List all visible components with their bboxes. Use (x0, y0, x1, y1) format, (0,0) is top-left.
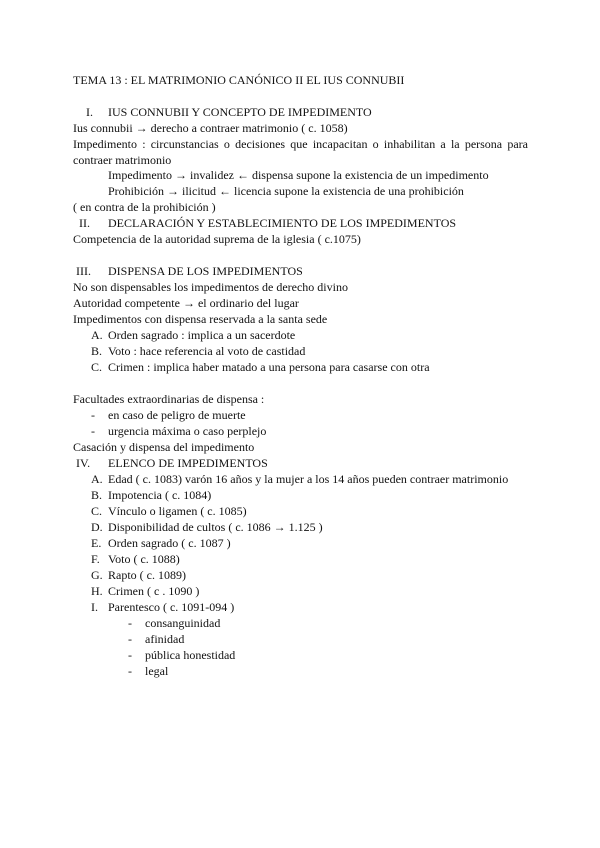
list-item: urgencia máxima o caso perplejo (108, 424, 267, 438)
section-1-number: I. (86, 105, 93, 119)
ius-connubii-line: Ius connubii → derecho a contraer matrimonio ( c. 1058) (73, 121, 348, 135)
facultades-heading: Facultades extraordinarias de dispensa : (73, 392, 265, 406)
dash-marker: - (128, 648, 132, 662)
list-item-marker: A. (91, 472, 103, 486)
list-item: consanguinidad (145, 616, 221, 630)
list-item: Vínculo o ligamen ( c. 1085) (108, 504, 247, 518)
list-item-marker: C. (91, 504, 103, 518)
section-2-number: II. (79, 216, 90, 230)
list-item: Disponibilidad de cultos ( c. 1086 → 1.125 ) (108, 520, 323, 534)
list-item: Impotencia ( c. 1084) (108, 488, 212, 502)
list-item: Crimen : implica haber matado a una persona para casarse con otra (108, 360, 430, 374)
section-4-heading: ELENCO DE IMPEDIMENTOS (108, 456, 268, 470)
impedimento-definition-line: Impedimento : circunstancias o decisiones que incapacitan o inhabilitan a la persona para (73, 137, 528, 151)
list-item-marker: G. (91, 568, 103, 582)
section-3-number: III. (76, 264, 91, 278)
list-item-marker: D. (91, 520, 103, 534)
section-1-heading: IUS CONNUBII Y CONCEPTO DE IMPEDIMENTO (108, 105, 372, 119)
dash-marker: - (128, 632, 132, 646)
document-title: TEMA 13 : EL MATRIMONIO CANÓNICO II EL IUS CONNUBII (73, 73, 405, 87)
contra-prohibicion-line: ( en contra de la prohibición ) (73, 200, 216, 214)
competencia-line: Competencia de la autoridad suprema de la iglesia ( c.1075) (73, 232, 361, 246)
list-item-marker: B. (91, 488, 103, 502)
section-3-heading: DISPENSA DE LOS IMPEDIMENTOS (108, 264, 303, 278)
dash-marker: - (91, 424, 95, 438)
list-item-marker: C. (91, 360, 103, 374)
autoridad-competente-line: Autoridad competente → el ordinario del lugar (73, 296, 299, 310)
list-item: Parentesco ( c. 1091-094 ) (108, 600, 235, 614)
list-item-marker: I. (91, 600, 98, 614)
list-item-marker: H. (91, 584, 103, 598)
list-item: Voto ( c. 1088) (108, 552, 180, 566)
impedimento-definition-continuation: contraer matrimonio (73, 153, 172, 167)
list-item: Orden sagrado ( c. 1087 ) (108, 536, 231, 550)
list-item: Voto : hace referencia al voto de castidad (108, 344, 306, 358)
casacion-line: Casación y dispensa del impedimento (73, 440, 255, 454)
list-item: en caso de peligro de muerte (108, 408, 246, 422)
section-4-number: IV. (76, 456, 91, 470)
prohibicion-ilicitud-line: Prohibición → ilicitud ← licencia supone la existencia de una prohibición (108, 184, 464, 198)
list-item: Crimen ( c . 1090 ) (108, 584, 200, 598)
list-item-marker: E. (91, 536, 102, 550)
list-item-marker: F. (91, 552, 100, 566)
list-item: afinidad (145, 632, 185, 646)
list-item-marker: A. (91, 328, 103, 342)
dash-marker: - (128, 664, 132, 678)
list-item-marker: B. (91, 344, 103, 358)
dash-marker: - (128, 616, 132, 630)
no-dispensables-line: No son dispensables los impedimentos de derecho divino (73, 280, 348, 294)
impedimento-invalidez-line: Impedimento → invalidez ← dispensa supone la existencia de un impedimento (108, 168, 489, 182)
dispensa-reservada-line: Impedimentos con dispensa reservada a la santa sede (73, 312, 328, 326)
list-item: Orden sagrado : implica a un sacerdote (108, 328, 296, 342)
list-item: legal (145, 664, 169, 678)
list-item: Rapto ( c. 1089) (108, 568, 186, 582)
list-item: pública honestidad (145, 648, 236, 662)
section-2-heading: DECLARACIÓN Y ESTABLECIMIENTO DE LOS IMPEDIMENTOS (108, 216, 457, 230)
list-item: Edad ( c. 1083) varón 16 años y la mujer a los 14 años pueden contraer matrimonio (108, 472, 509, 486)
dash-marker: - (91, 408, 95, 422)
